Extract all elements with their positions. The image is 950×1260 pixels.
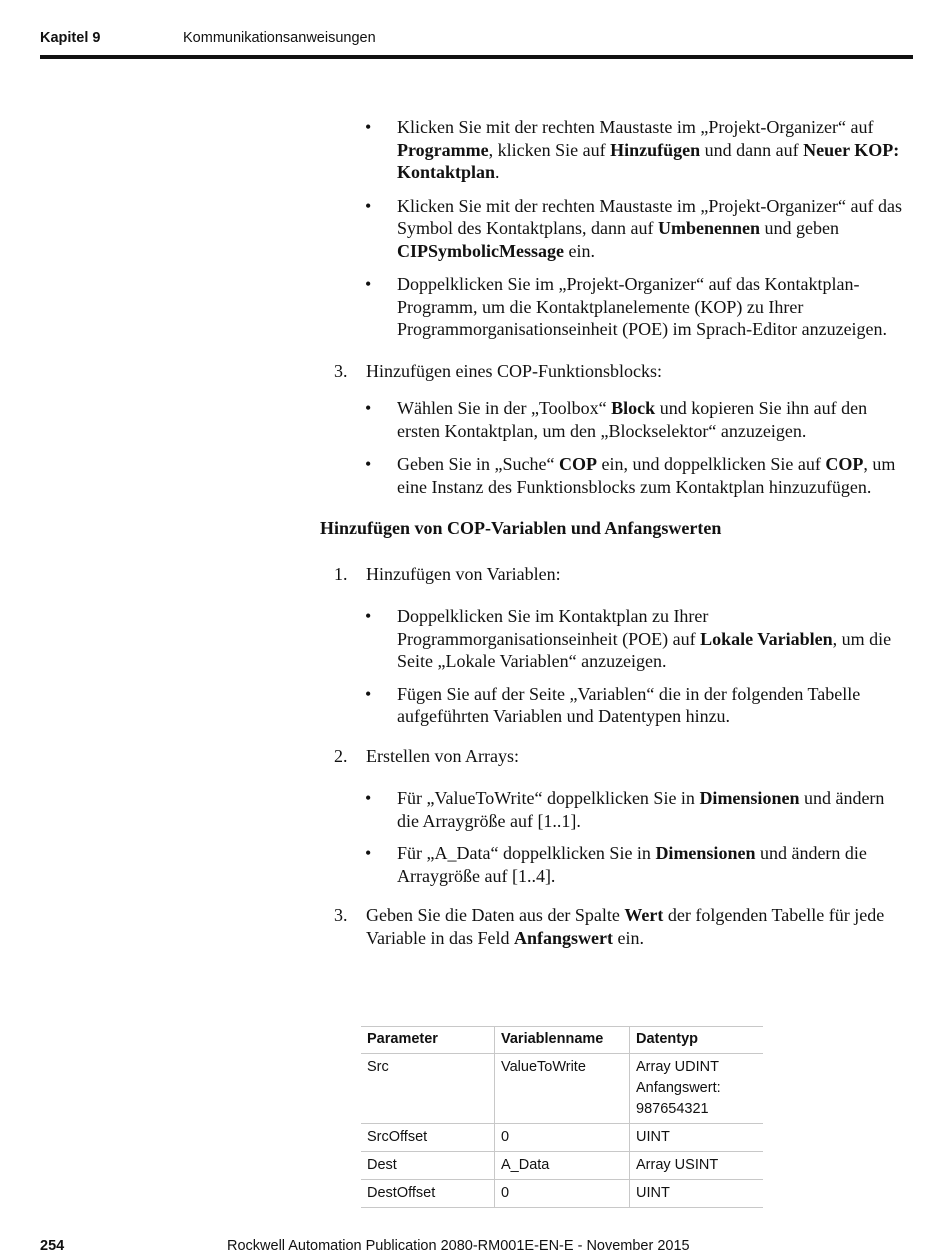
bullet-icon: • [365,843,372,863]
text-run: und kopieren Sie ihn auf den ersten Kontaktplan, um den „Blockselektor“ anzuzeigen. [397,398,868,441]
text-run: Klicken Sie mit der rechten Maustaste im „Projekt-Organizer“ auf das Symbol des Kontaktplans, dann auf [397,195,902,238]
bullet-icon: • [365,274,372,294]
bullet-item [320,397,910,442]
bold-term: CIPSymbolicMessage [397,240,564,261]
step-text: Hinzufügen von Variablen: [366,563,561,584]
bullet-icon: • [365,398,372,418]
text-run: ein. [612,927,644,948]
bold-term: COP [558,454,597,474]
table-cell: SrcOffset [361,1124,495,1152]
bullet-item [320,683,910,728]
table-cell: 0 [495,1180,630,1208]
variables-table [361,1026,763,1208]
bold-term: Lokale Variablen [700,628,833,649]
bold-term: Block [611,398,656,418]
bullet-list [320,116,910,341]
text-run: , um eine Instanz des Funktionsblocks zum Kontaktplan hinzuzufügen. [397,454,896,497]
table-row [361,1124,763,1152]
bold-term: Anfangswert [513,927,613,948]
bold-term: Dimensionen [655,843,756,863]
table-cell: A_Data [495,1152,630,1180]
table-cell: UINT [630,1124,764,1152]
step-text: Hinzufügen eines COP-Funktionsblocks: [366,360,662,381]
text-run: , um die Seite „Lokale Variablen“ anzuzeigen. [397,628,892,671]
bullet-item [320,195,910,263]
page-header [40,28,913,60]
chapter-label: Kapitel 9 [40,30,101,46]
step-text: Erstellen von Arrays: [366,745,519,766]
step-item [320,904,910,949]
main-content [320,116,910,949]
table-cell: Array USINT [630,1152,764,1180]
bold-term: Umbenennen [657,218,760,238]
bullet-list [320,787,910,887]
text-run: Fügen Sie auf der Seite „Variablen“ die in der folgenden Tabelle aufgeführten Variablen und Datentypen hinzu. [397,683,861,726]
publication-info: Rockwell Automation Publication 2080-RM001E-EN-E - November 2015 [227,1238,690,1254]
text-run: ein, und doppelklicken Sie auf [596,454,826,474]
bold-term: Hinzufügen [610,139,701,160]
step-text [366,905,884,948]
section-heading: Hinzufügen von COP-Variablen und Anfangswerten [320,518,722,538]
bold-term: Programme [397,139,489,160]
bullet-icon: • [365,788,372,808]
bullet-icon: • [365,117,372,137]
column-header: Datentyp [630,1027,764,1054]
page-number: 254 [40,1238,65,1254]
column-header: Variablenname [495,1027,630,1054]
table-row [361,1180,763,1208]
text-run: Geben Sie die Daten aus der Spalte [366,905,625,925]
bullet-item [320,273,910,341]
step-item [320,745,910,768]
table-cell: DestOffset [361,1180,495,1208]
table-row [361,1054,763,1124]
bullet-icon: • [365,683,372,704]
bullet-icon: • [365,606,372,626]
bullet-item [320,787,910,832]
bullet-item [320,842,910,887]
bullet-item [320,453,910,498]
bold-term: Neuer KOP: Kontaktplan [397,139,900,182]
step-item [320,360,910,383]
table-cell: Dest [361,1152,495,1180]
table-cell: Array UDINT Anfangswert: 987654321 [630,1054,764,1124]
bold-term: Wert [624,905,664,925]
text-run: , klicken Sie auf [488,139,611,160]
step-number: 3. [334,905,348,925]
bullet-icon: • [365,454,372,474]
bullet-item [320,605,910,673]
bullet-item [320,116,910,184]
bullet-list [320,397,910,498]
bullet-list [320,605,910,728]
table-cell: 0 [495,1124,630,1152]
text-run: Klicken Sie mit der rechten Maustaste im „Projekt-Organizer“ auf [397,117,874,137]
text-run: Für „A_Data“ doppelklicken Sie in [397,843,656,863]
header-rule [40,55,913,59]
step-number: 3. [334,360,348,381]
text-run: Doppelklicken Sie im Kontaktplan zu Ihrer Programmorganisationseinheit (POE) auf [397,606,709,649]
table-header-row [361,1027,763,1054]
text-run: ein. [563,240,595,261]
text-run: und ändern die Arraygröße auf [1..1]. [397,788,885,831]
table-cell: Src [361,1054,495,1124]
bullet-icon: • [365,195,372,216]
step-number: 2. [334,745,348,766]
text-run: und ändern die Arraygröße auf [1..4]. [397,843,867,886]
table-cell: ValueToWrite [495,1054,630,1124]
text-run: Für „ValueToWrite“ doppelklicken Sie in [397,788,700,808]
column-header: Parameter [361,1027,495,1054]
bold-term: Dimensionen [699,788,800,808]
text-run: . [495,162,500,182]
text-run: Doppelklicken Sie im „Projekt-Organizer“ auf das Kontaktplan-Programm, um die Kontaktplanelemente (KOP) zu Ihrer Programmorganisationseinheit (POE) im Sprach-Editor anzuzeigen. [397,274,888,339]
step-number: 1. [334,563,348,584]
text-run: und dann auf [700,139,804,160]
table-cell: UINT [630,1180,764,1208]
text-run: Wählen Sie in der „Toolbox“ [397,398,612,418]
text-run: und geben [759,218,839,238]
table-row [361,1152,763,1180]
bold-term: COP [825,454,864,474]
step-item [320,563,910,586]
text-run: der folgenden Tabelle für jede Variable in das Feld [366,905,885,948]
text-run: Geben Sie in „Suche“ [397,454,559,474]
chapter-title: Kommunikationsanweisungen [183,30,376,46]
page-footer [40,1238,913,1258]
